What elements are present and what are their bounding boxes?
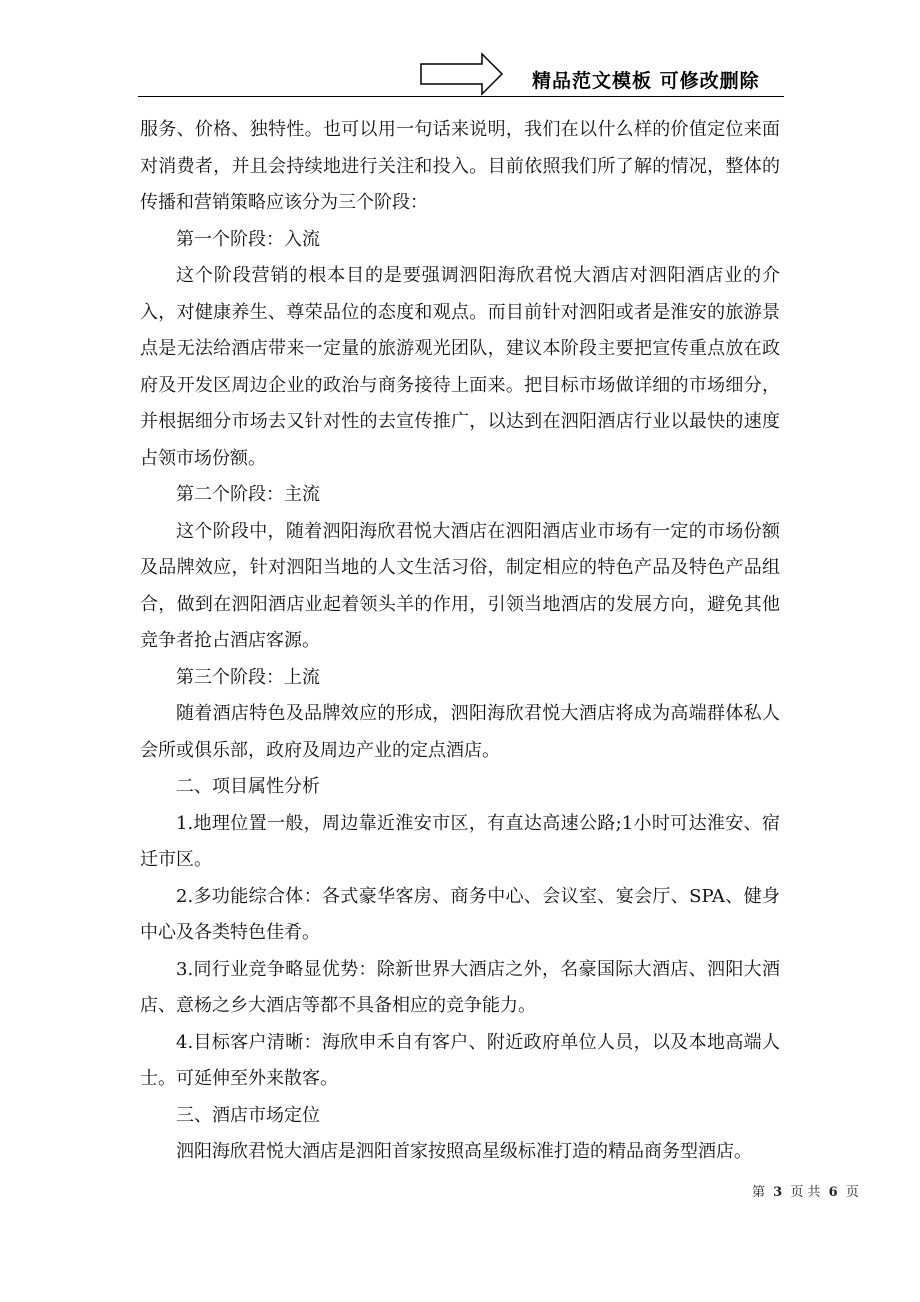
header-rule <box>138 96 784 97</box>
stage-three-heading: 第三个阶段：上流 <box>176 666 320 688</box>
document-body <box>140 112 780 1171</box>
total-page-count: 6 <box>828 1185 838 1200</box>
paragraph-intro-continued: 服务、价格、独特性。也可以用一句话来说明，我们在以什么样的价值定位来面对消费者，并且会持续地进行关注和投入。目前依照我们所了解的情况，整体的传播和营销策略应该分为三个阶段： <box>140 119 780 213</box>
positioning-text: 泗阳海欣君悦大酒店是泗阳首家按照高星级标准打造的精品商务型酒店。 <box>176 1141 752 1162</box>
attribute-item-2: 2.多功能综合体：各式豪华客房、商务中心、会议室、宴会厅、SPA、健身中心及各类特色佳肴。 <box>140 885 780 943</box>
right-arrow-icon <box>420 52 504 96</box>
attribute-item-3: 3.同行业竞争略显优势：除新世界大酒店之外，名豪国际大酒店、泗阳大酒店、意杨之乡大酒店等都不具备相应的竞争能力。 <box>140 958 780 1016</box>
current-page-number: 3 <box>773 1185 783 1200</box>
section-three-heading: 三、酒店市场定位 <box>176 1104 320 1126</box>
stage-three-text: 随着酒店特色及品牌效应的形成，泗阳海欣君悦大酒店将成为高端群体私人会所或俱乐部，政府及周边产业的定点酒店。 <box>140 703 780 761</box>
stage-two-text: 这个阶段中，随着泗阳海欣君悦大酒店在泗阳酒店业市场有一定的市场份额及品牌效应，针对泗阳当地的人文生活习俗，制定相应的特色产品及特色产品组合，做到在泗阳酒店业起着领头羊的作用，引领当地酒店的发展方向，避免其他竞争者抢占酒店客源。 <box>140 520 780 651</box>
footer-prefix: 第 <box>752 1185 766 1200</box>
stage-one-heading: 第一个阶段：入流 <box>176 228 320 250</box>
section-two-heading: 二、项目属性分析 <box>176 776 320 797</box>
attribute-item-1: 1.地理位置一般，周边靠近淮安市区，有直达高速公路;1小时可达淮安、宿迁市区。 <box>140 812 780 870</box>
stage-two-heading: 第二个阶段：主流 <box>176 484 320 505</box>
stage-one-text: 这个阶段营销的根本目的是要强调泗阳海欣君悦大酒店对泗阳酒店业的介入，对健康养生、尊荣品位的态度和观点。而目前针对泗阳或者是淮安的旅游景点是无法给酒店带来一定量的旅游观光团队，建议本阶段主要把宣传重点放在政府及开发区周边企业的政治与商务接待上面来。把目标市场做详细的市场细分，并根据细分市场去又针对性的去宣传推广，以达到在泗阳酒店行业以最快的速度占领市场份额。 <box>140 265 780 469</box>
page-footer <box>750 1181 861 1200</box>
header-title: 精品范文模板 可修改删除 <box>532 70 760 92</box>
footer-suffix: 页 <box>845 1185 859 1200</box>
attribute-item-4: 4.目标客户清晰：海欣申禾自有客户、附近政府单位人员，以及本地高端人士。可延伸至外来散客。 <box>140 1031 780 1089</box>
footer-middle: 页 共 <box>790 1185 821 1200</box>
